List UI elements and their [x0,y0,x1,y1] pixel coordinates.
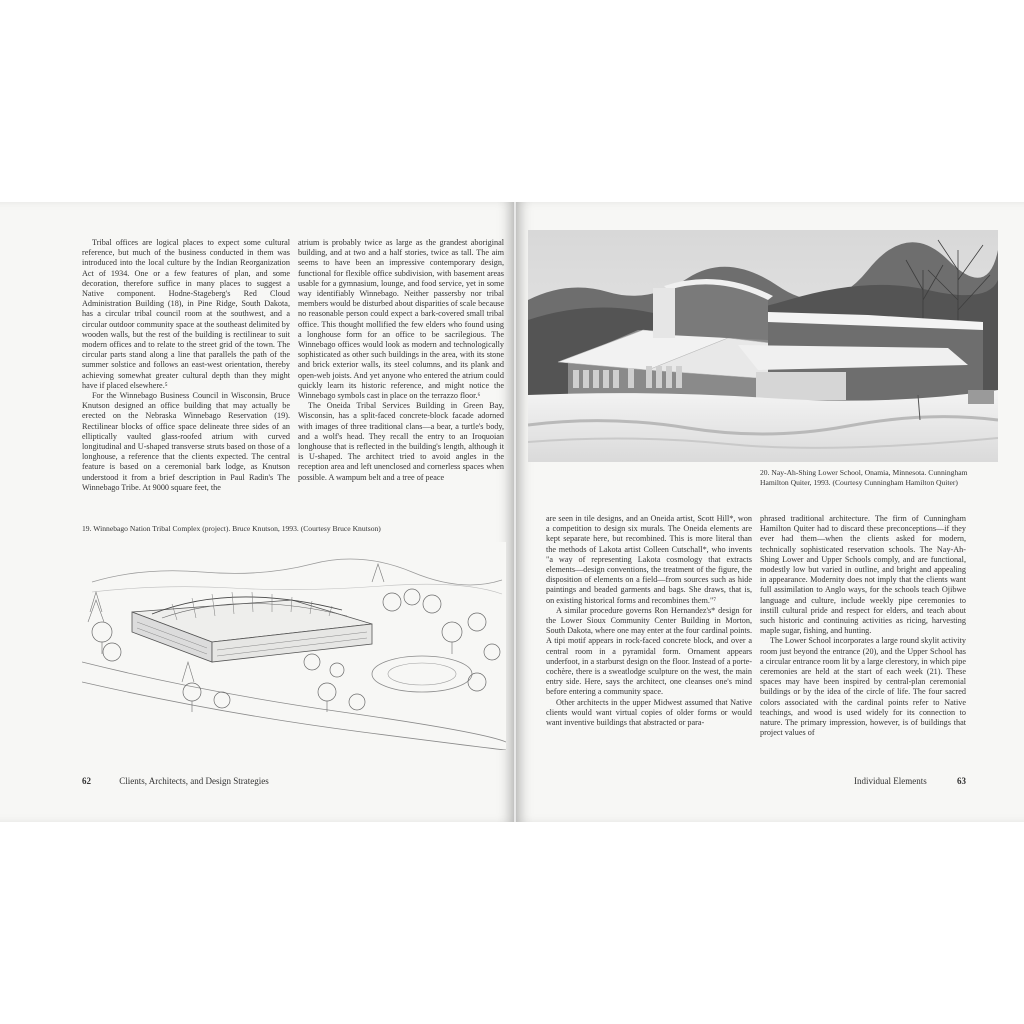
right-column-2 [760,514,966,738]
paragraph: A similar procedure governs Ron Hernandez's* design for the Lower Sioux Community Center Building in Morton, South Dakota, where one may enter at the four cardinal points. A tipi motif appears in rock-faced concrete block, and over a central room in a pyramidal form. Ornament appears underfoot, in a starburst design on the floor. Instead of a porte-cochère, there is a sweatlodge sculpture on the west, the main entry side. Here, says the architect, one cleanses one's mind before entering a community space. [546,605,752,697]
paragraph: are seen in tile designs, and an Oneida artist, Scott Hill*, won a competition to design six murals. The Oneida elements are kept separate here, but recombined. This is more literal than the methods of Lakota artist Colleen Cutschall*, who invents "a way of representing Lakota cosmology that extracts elements—design conventions, the treatment of the figure, the disposition of elements on a field—from sources such as hide paintings and beaded garments and bags. She draws, that is, on existing historical forms and recombines them."⁷ [546,514,752,605]
right-page [516,202,1024,822]
left-page [0,202,514,822]
figure-19-caption: 19. Winnebago Nation Tribal Complex (project). Bruce Knutson, 1993. (Courtesy Bruce Knutson) [82,524,381,533]
paragraph: Other architects in the upper Midwest assumed that Native clients would want virtual copies of older forms or would want inventive buildings that abstracted or para- [546,697,752,728]
running-title: Individual Elements [854,776,927,786]
paragraph: phrased traditional architecture. The firm of Cunningham Hamilton Quiter had to discard these preconceptions—if they ever had them—when the clients asked for modern, technically sophisticated reservation schools. The Nay-Ah-Shing Lower and Upper Schools comply, and are functional, modestly low but varied in outline, and bright and appealing in appearance. Modernity does not imply that the clients want full assimilation to Anglo ways, for the schools teach Ojibwe language and culture, include weekly pipe ceremonies to instill cultural pride and respect for elders, and teach about such historic and continuing activities as ricing, harvesting maple sugar, fishing, and hunting. [760,514,966,636]
paragraph: For the Winnebago Business Council in Wisconsin, Bruce Knutson designed an office building that may actually be erected on the Nebraska Winnebago Reservation (19). Rectilinear blocks of office space delineate three sides of an elliptically vaulted glass-roofed atrium with curved longitudinal and U-shaped transverse struts based on those of a longhouse, a reference that the clients expected. The central feature is based on a ceremonial bark lodge, as Knutson understood it from a brief description in Paul Radin's The Winnebago Tribe. At 9000 square feet, the [82,391,290,492]
running-title: Clients, Architects, and Design Strategies [119,776,269,786]
paragraph: The Oneida Tribal Services Building in Green Bay, Wisconsin, has a split-faced concrete-block facade adorned with images of three traditional clans—a bear, a turtle's body, and a wolf's head. They recall the entry to an Iroquoian longhouse that is reflected in the building's length, although it is U-shaped. The architect tried to avoid angles in the reception area and left unenclosed and cornerless spaces when possible. A wampum belt and a tree of peace [298,401,504,482]
left-column-2 [298,238,504,483]
paragraph: Tribal offices are logical places to expect some cultural reference, but much of the business conducted in them was introduced into the local culture by the Indian Reorganization Act of 1934. One or a few features of plan, and some decoration, therefore suffice in many places to suggest a Native component. Hodne-Stageberg's Red Cloud Administration Building (18), in Pine Ridge, South Dakota, has a circular tribal council room at the southwest, and a circular outdoor community space at the southeast delimited by wooden walls, but the rest of the building is rectilinear to suit modern offices and to relate to the street grid of the town. The circular parts stand along a line that parallels the path of the summer solstice and follows an east-west orientation, thereby achieving somewhat greater cultural depth than they might have if placed elsewhere.⁵ [82,238,290,390]
book-spread [0,202,1024,822]
paragraph: atrium is probably twice as large as the grandest aboriginal building, and at two and a half stories, twice as tall. The aim seems to have been an impressive contemporary design, functional for flexible office subdivision, with basement areas usable for a gymnasium, lounge, and food service, yet in some way identifiably Winnebago. Neither passersby nor tribal members would be disturbed about disparities of scale because no reasonable person could expect a bark-covered small tribal office. This thought mollified the few elders who found using a longhouse form for an office to be sacrilegious. The Winnebago offices would look as modern and technologically sophisticated as other such buildings in the area, with its stone and brick exterior walls, its steel columns, and its plank and open-web joists. And yet anyone who entered the atrium could quickly learn its historic reference, and might notice the Winnebago symbols cast in place on the terrazzo floor.⁶ [298,238,504,401]
paragraph: The Lower School incorporates a large round skylit activity room just beyond the entrance (20), and the Upper School has a circular entrance room lit by a large clerestory, in which pipe ceremonies are held at the start of each week (21). These spaces may have been inspired by central-plan ceremonial buildings or by the idea of the circle of life. The four sacred colors associated with the cardinal points refer to Native teachings, and wood is used widely for its connection to nature. The primary impression, however, is of buildings that project values of [760,636,966,738]
page-number: 63 [956,776,966,786]
nay-ah-shing-school-photo [528,230,998,462]
left-footer [82,776,269,786]
left-column-1 [82,238,290,493]
right-footer [854,776,966,786]
right-column-1 [546,514,752,728]
page-number: 62 [82,776,91,786]
figure-20-caption: 20. Nay-Ah-Shing Lower School, Onamia, Minnesota. Cunningham Hamilton Quiter, 1993. (Courtesy Cunningham Hamilton Quiter) [760,468,968,487]
winnebago-complex-sketch [82,542,506,750]
